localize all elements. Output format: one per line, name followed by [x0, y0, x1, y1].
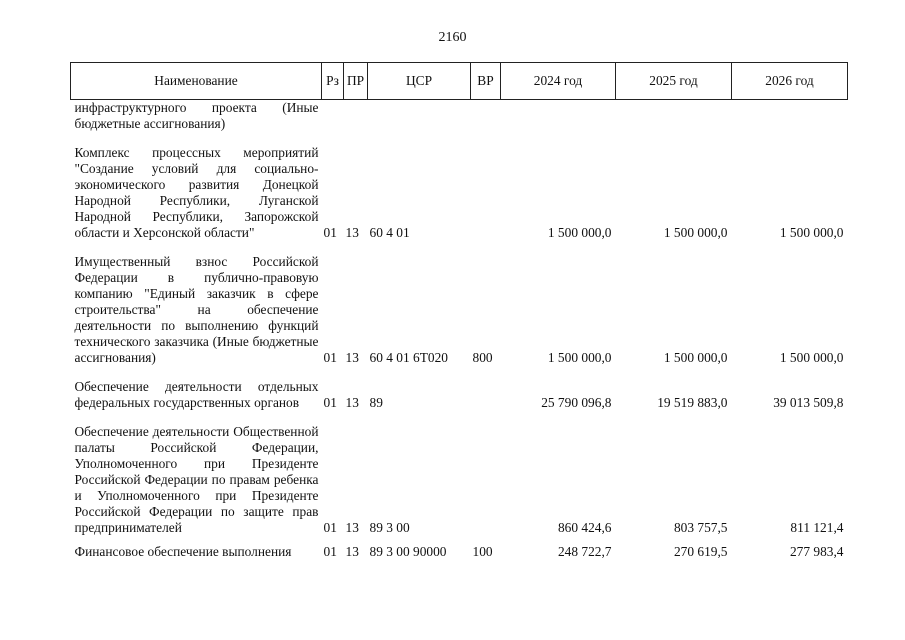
budget-table	[70, 62, 848, 560]
table-row	[71, 536, 848, 560]
column-header-2024: 2024 год	[501, 63, 616, 100]
row-value-2024: 1 500 000,0	[547, 225, 612, 240]
row-value-2026: 811 121,4	[790, 520, 844, 535]
column-header-pr: ПР	[344, 63, 368, 100]
row-rz: 01	[323, 350, 337, 365]
row-vr	[471, 411, 501, 536]
row-pr: 13	[345, 544, 359, 559]
column-header-csr: ЦСР	[368, 63, 471, 100]
table-row	[71, 241, 848, 366]
row-value-2025: 19 519 883,0	[657, 395, 728, 410]
row-value-2026: 1 500 000,0	[779, 350, 844, 365]
row-csr: 60 4 01	[369, 225, 410, 240]
column-header-vr: ВР	[471, 63, 501, 100]
row-rz: 01	[323, 395, 337, 410]
row-name: Имущественный взнос Российской Федерации в публично-правовую компанию "Единый заказчик в сфере строительства" на обеспечение деятельности по выполнению функций технического заказчика (Иные бюджетные ассигнования)	[74, 254, 319, 365]
row-pr: 13	[345, 350, 359, 365]
row-rz	[322, 100, 344, 133]
row-pr	[344, 100, 368, 133]
row-name: Финансовое обеспечение выполнения	[74, 544, 292, 559]
row-value-2025	[616, 100, 732, 133]
row-name: Обеспечение деятельности Общественной палаты Российской Федерации, Уполномоченного при Президенте Российской Федерации по правам ребенка и Уполномоченного при Президенте Российской Федерации по защите прав предпринимателей	[74, 424, 319, 535]
row-value-2025: 1 500 000,0	[663, 225, 728, 240]
column-header-2025: 2025 год	[616, 63, 732, 100]
row-name: Комплекс процессных мероприятий "Создание условий для социально-экономического развития Донецкой Народной Республики, Луганской Народной Республики, Запорожской области и Херсонской области"	[74, 145, 319, 240]
table-row	[71, 366, 848, 411]
row-vr	[471, 100, 501, 133]
row-vr: 800	[472, 350, 493, 365]
row-csr: 60 4 01 6Т020	[369, 350, 448, 365]
row-value-2026	[732, 100, 848, 133]
row-rz: 01	[323, 225, 337, 240]
row-vr	[471, 366, 501, 411]
table-row	[71, 132, 848, 241]
row-value-2024: 25 790 096,8	[541, 395, 612, 410]
row-value-2025: 270 619,5	[673, 544, 728, 559]
row-pr: 13	[345, 395, 359, 410]
row-value-2024: 1 500 000,0	[547, 350, 612, 365]
row-value-2026: 277 983,4	[789, 544, 844, 559]
row-name: инфраструктурного проекта (Иные бюджетные ассигнования)	[74, 100, 319, 131]
column-header-name: Наименование	[71, 63, 322, 100]
page-number: 2160	[438, 30, 467, 45]
row-name: Обеспечение деятельности отдельных федеральных государственных органов	[74, 379, 319, 410]
row-value-2024: 860 424,6	[557, 520, 612, 535]
row-pr: 13	[345, 520, 359, 535]
table-row	[71, 100, 848, 133]
column-header-rz: Рз	[322, 63, 344, 100]
row-pr: 13	[345, 225, 359, 240]
column-header-2026: 2026 год	[732, 63, 848, 100]
row-value-2026: 1 500 000,0	[779, 225, 844, 240]
row-value-2025: 1 500 000,0	[663, 350, 728, 365]
row-value-2025: 803 757,5	[673, 520, 728, 535]
table-row	[71, 411, 848, 536]
row-csr: 89 3 00 90000	[369, 544, 447, 559]
row-value-2024: 248 722,7	[557, 544, 612, 559]
table-header-row	[71, 63, 848, 100]
row-rz: 01	[323, 520, 337, 535]
row-value-2024	[501, 100, 616, 133]
row-value-2026: 39 013 509,8	[773, 395, 844, 410]
row-csr	[368, 100, 471, 133]
row-csr: 89	[369, 395, 383, 410]
row-vr	[471, 132, 501, 241]
row-csr: 89 3 00	[369, 520, 410, 535]
row-vr: 100	[472, 544, 493, 559]
row-rz: 01	[323, 544, 337, 559]
